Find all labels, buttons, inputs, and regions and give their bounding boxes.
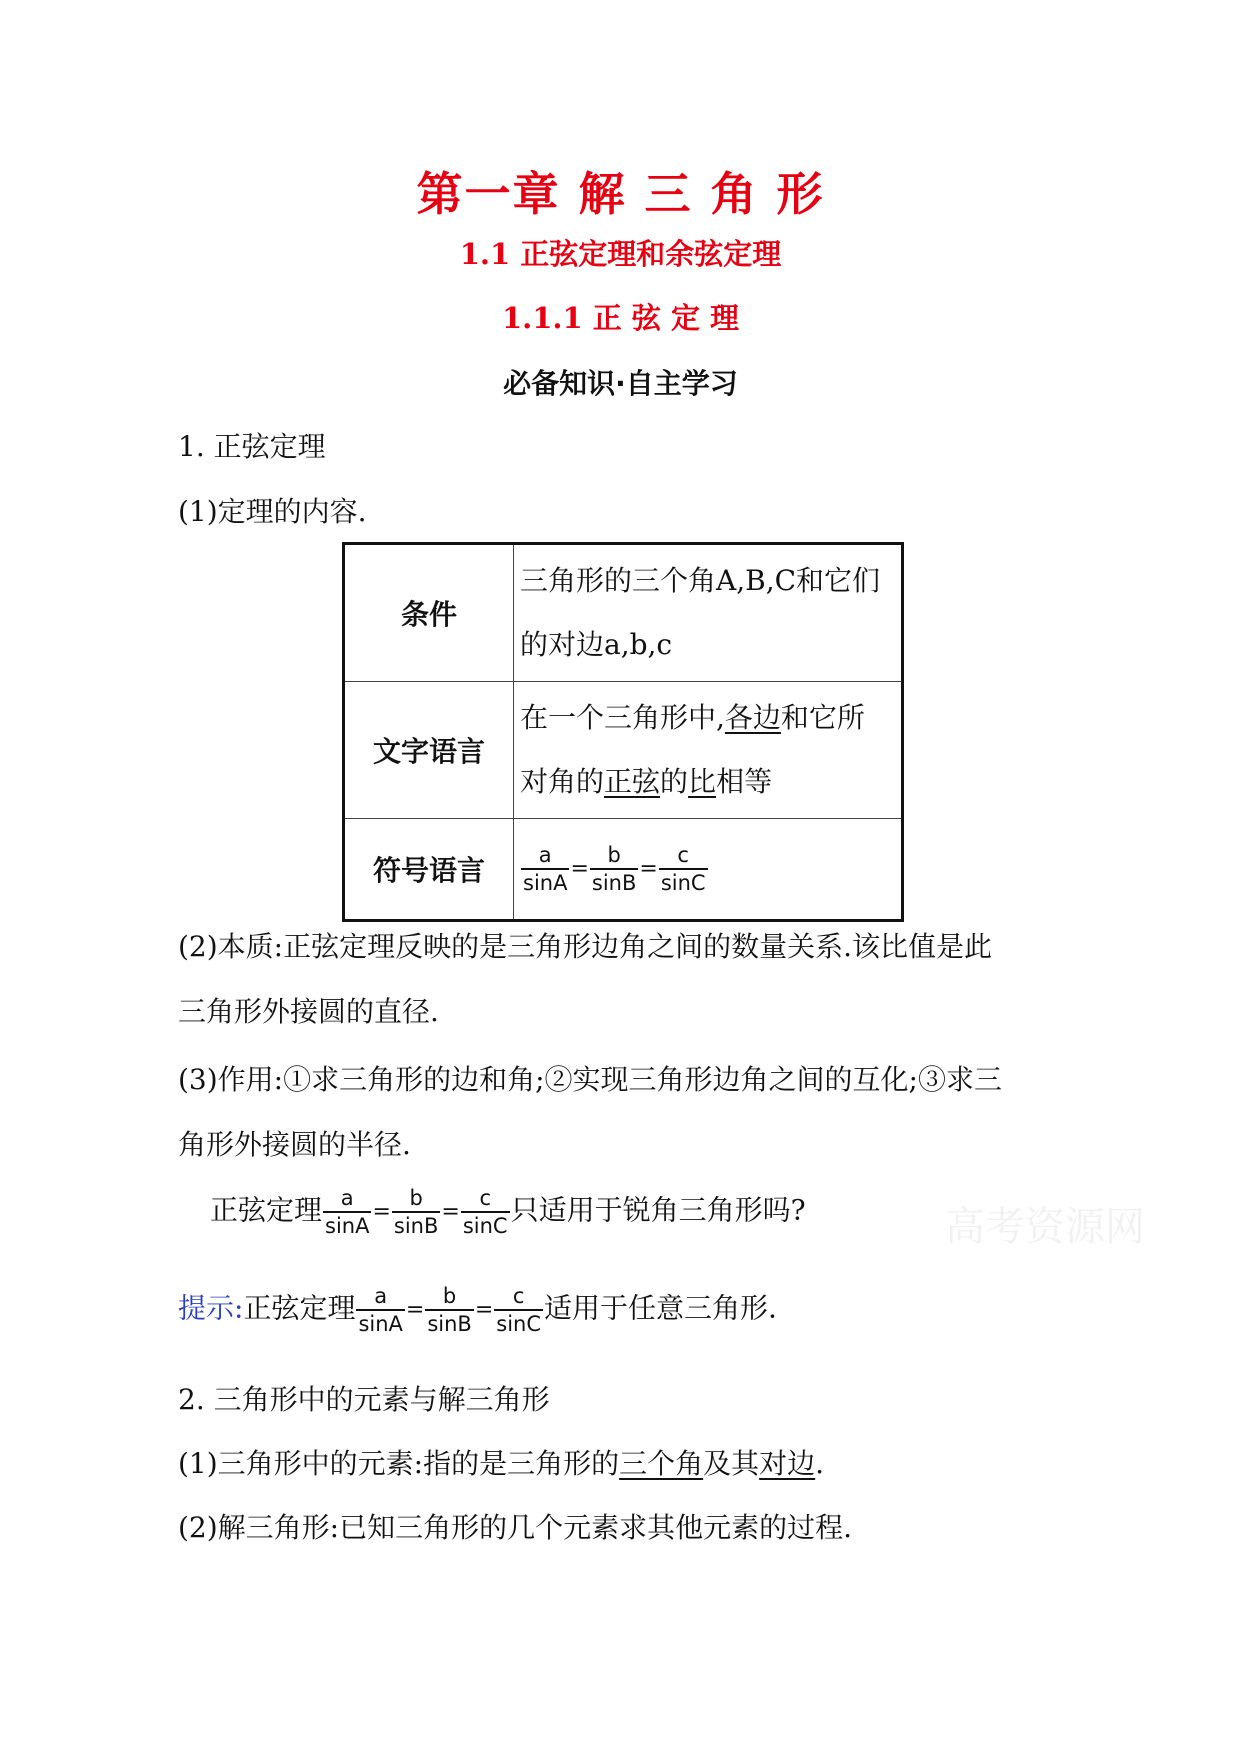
underlined-sides: 各边 — [724, 701, 781, 734]
fraction-b-sinB — [392, 1185, 441, 1239]
fraction-b-sinB — [425, 1283, 474, 1337]
condition-content — [514, 544, 903, 682]
hint-line — [178, 1283, 777, 1337]
verbal-text: 和它所 — [780, 701, 865, 734]
equals-sign: = — [441, 1199, 460, 1225]
condition-line-1: 三角形的三个角A,B,C和它们 — [520, 564, 881, 597]
essence-line-1: (2)本质:正弦定理反映的是三角形边角之间的数量关系.该比值是此 — [178, 930, 992, 963]
watermark: 高考资源网 — [945, 1204, 1145, 1250]
elements-text: 及其 — [703, 1447, 760, 1480]
equals-sign: = — [372, 1199, 391, 1225]
symbolic-content — [514, 819, 903, 921]
hint-text: 正弦定理 — [243, 1291, 356, 1325]
equals-sign: = — [639, 856, 658, 882]
hint-text: 适用于任意三角形. — [544, 1291, 777, 1325]
chapter-title: 第一章 解 三 角 形 — [416, 167, 825, 221]
numerator: b — [409, 1186, 423, 1210]
fraction-a-sinA — [323, 1185, 371, 1239]
verbal-text: 在一个三角形中, — [520, 701, 725, 734]
fraction-a-sinA — [356, 1283, 404, 1337]
equals-sign: = — [570, 856, 589, 882]
fraction-c-sinC — [494, 1283, 543, 1337]
numerator: c — [677, 843, 689, 867]
underlined-three-angles: 三个角 — [619, 1447, 704, 1480]
theorem-table — [342, 542, 904, 922]
denominator: sinC — [461, 1211, 510, 1239]
elements-line-1 — [178, 1442, 824, 1482]
study-heading: 必备知识·自主学习 — [503, 367, 738, 400]
numerator: c — [512, 1284, 525, 1308]
numerator: b — [607, 843, 621, 867]
elements-heading: 2. 三角形中的元素与解三角形 — [178, 1383, 550, 1416]
denominator: sinB — [590, 868, 639, 896]
numerator: a — [340, 1186, 354, 1210]
equals-sign: = — [474, 1297, 494, 1323]
equals-sign: = — [405, 1297, 425, 1323]
denominator: sinC — [659, 868, 708, 896]
symbolic-label: 符号语言 — [344, 819, 514, 921]
question-text: 只适用于锐角三角形吗? — [510, 1193, 806, 1227]
theorem-content-label: (1)定理的内容. — [178, 495, 367, 528]
verbal-label: 文字语言 — [344, 682, 514, 819]
hint-label: 提示: — [178, 1291, 244, 1325]
subsection-title: 1.1.1 正 弦 定 理 — [501, 301, 740, 335]
table-row-condition — [344, 544, 903, 682]
numerator: a — [374, 1284, 388, 1308]
condition-label: 条件 — [344, 544, 514, 682]
denominator: sinB — [425, 1309, 474, 1337]
question-line — [210, 1185, 806, 1239]
fraction-a-sinA — [521, 842, 569, 896]
underlined-opposite-sides: 对边 — [759, 1447, 816, 1480]
elements-text: (1)三角形中的元素:指的是三角形的 — [178, 1447, 620, 1480]
numerator: a — [538, 843, 552, 867]
denominator: sinA — [356, 1309, 404, 1337]
fraction-c-sinC — [659, 842, 708, 896]
fraction-c-sinC — [461, 1185, 510, 1239]
verbal-text: 对角的 — [520, 765, 605, 798]
denominator: sinB — [392, 1211, 441, 1239]
underlined-ratio: 比 — [688, 765, 717, 798]
denominator: sinC — [494, 1309, 543, 1337]
denominator: sinA — [323, 1211, 371, 1239]
essence-line-2: 三角形外接圆的直径. — [178, 995, 439, 1028]
numerator: b — [442, 1284, 457, 1308]
table-row-verbal — [344, 682, 903, 819]
elements-text: . — [815, 1447, 825, 1480]
table-row-symbolic — [344, 819, 903, 921]
section-title: 1.1 正弦定理和余弦定理 — [459, 237, 782, 271]
verbal-content — [514, 682, 903, 819]
denominator: sinA — [521, 868, 569, 896]
question-text: 正弦定理 — [210, 1193, 323, 1227]
condition-line-2: 的对边a,b,c — [520, 628, 673, 661]
solving-triangle-line: (2)解三角形:已知三角形的几个元素求其他元素的过程. — [178, 1511, 852, 1544]
function-line-2: 角形外接圆的半径. — [178, 1128, 411, 1161]
fraction-b-sinB — [590, 842, 639, 896]
verbal-text: 的 — [660, 765, 689, 798]
law-of-sines-heading: 1. 正弦定理 — [178, 430, 326, 463]
function-line-1: (3)作用:①求三角形的边和角;②实现三角形边角之间的互化;③求三 — [178, 1063, 1002, 1096]
underlined-sine: 正弦 — [604, 765, 661, 798]
numerator: c — [479, 1186, 491, 1210]
verbal-text: 相等 — [716, 765, 773, 798]
